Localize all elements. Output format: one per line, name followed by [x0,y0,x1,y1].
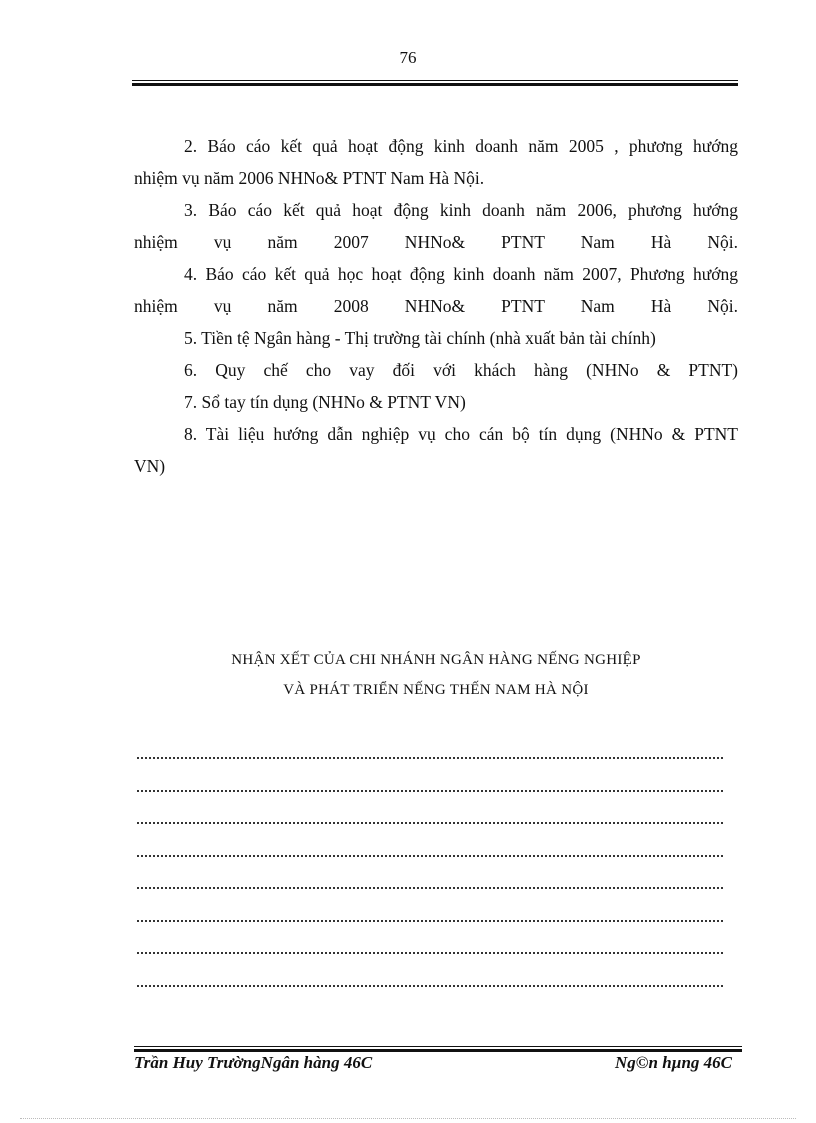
reference-line: nhiệm vụ năm 2008 NHNo& PTNT Nam Hà Nội. [134,296,738,316]
dotted-blank-line [137,968,723,1001]
reference-line: 7. Sổ tay tín dụng (NHNo & PTNT VN) [184,392,466,412]
footer-author: Trần Huy TrườngNgân hàng 46C [134,1053,373,1072]
dotted-blank-line [137,903,723,936]
reference-item [134,194,738,258]
reference-line: 6. Quy chế cho vay đối với khách hàng (NHNo & PTNT) [184,360,738,380]
comment-title-line-1: NHẬN XẾT CỦA CHI NHÁNH NGÂN HÀNG NẾNG NGHIỆP [231,652,641,668]
reference-item [134,354,738,386]
reference-line: 2. Báo cáo kết quả hoạt động kinh doanh năm 2005 , phương hướng [184,136,738,156]
dotted-blank-line [137,805,723,838]
dotted-blank-line [137,773,723,806]
reference-item [134,386,738,418]
reference-item [134,258,738,322]
comment-title-line-2: VÀ PHÁT TRIỂN NẾNG THẾN NAM HÀ NỘI [283,682,589,698]
reference-list [134,130,738,482]
header-rule [132,80,738,86]
dotted-blank-line [137,838,723,871]
dotted-blank-line [137,870,723,903]
reference-line: 5. Tiền tệ Ngân hàng - Thị trường tài chính (nhà xuất bản tài chính) [184,328,656,348]
dotted-blank-line [137,935,723,968]
reference-line: 8. Tài liệu hướng dẫn nghiệp vụ cho cán bộ tín dụng (NHNo & PTNT [184,424,738,444]
reference-line: VN) [134,456,166,476]
reference-line: 3. Báo cáo kết quả hoạt động kinh doanh năm 2006, phương hướng [184,200,738,220]
reference-line: nhiệm vụ năm 2006 NHNo& PTNT Nam Hà Nội. [134,168,485,188]
reference-line: nhiệm vụ năm 2007 NHNo& PTNT Nam Hà Nội. [134,232,738,252]
reference-item [134,130,738,194]
dotted-blank-line [137,740,723,773]
page-bottom-border [20,1118,796,1119]
footer-rule [134,1046,742,1052]
page-number: 76 [399,48,417,67]
reference-line: 4. Báo cáo kết quả học hoạt động kinh doanh năm 2007, Phương hướng [184,264,738,284]
comment-section-title [134,645,738,705]
footer-department: Ng©n hµng 46C [615,1053,732,1072]
reference-item [134,418,738,482]
reference-item [134,322,738,354]
comment-blank-lines [137,740,723,1000]
